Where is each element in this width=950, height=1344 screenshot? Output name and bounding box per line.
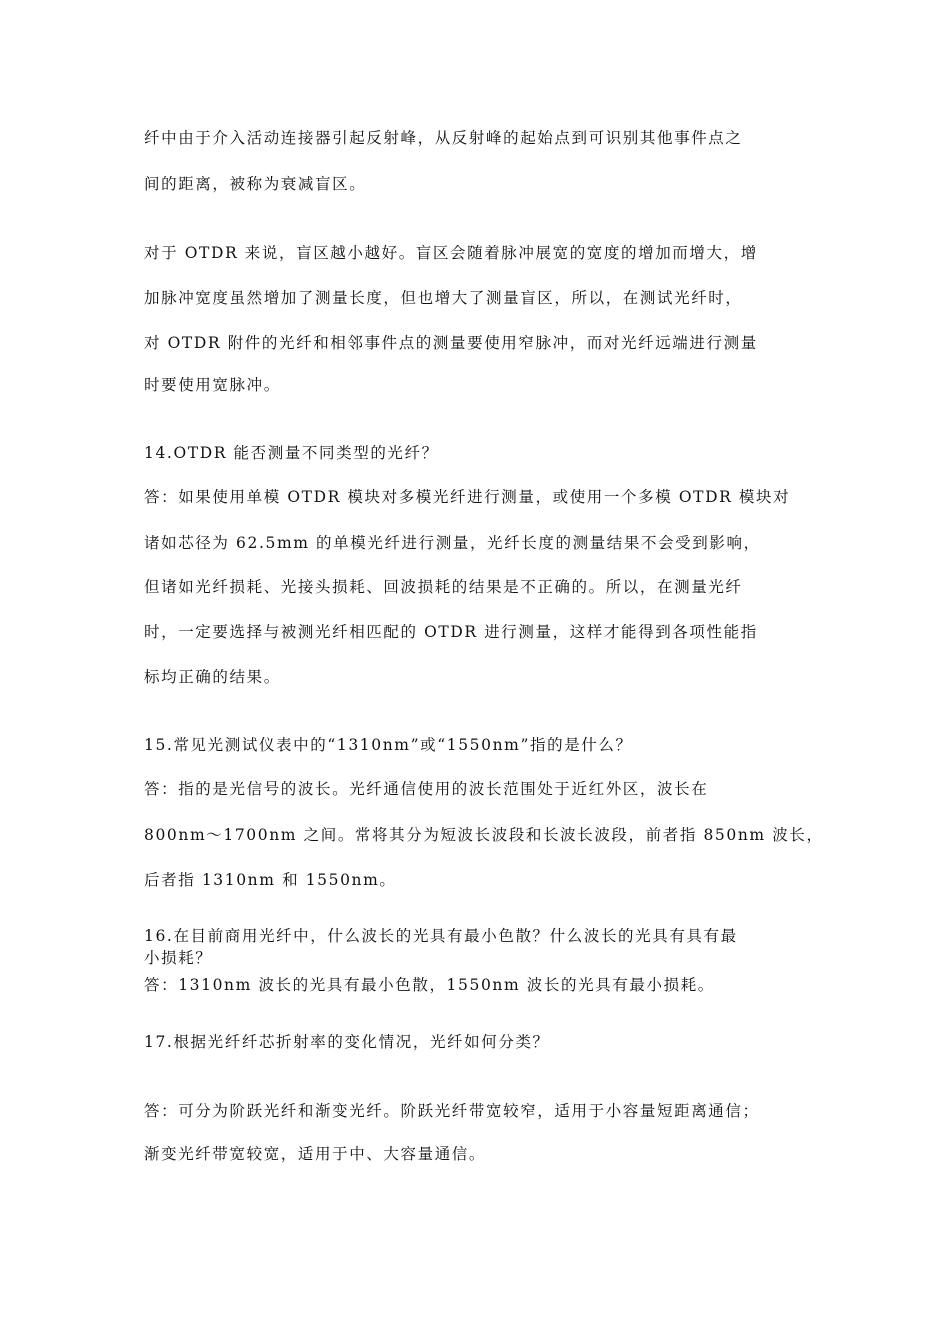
text-line: 诸如芯径为 62.5mm 的单模光纤进行测量，光纤长度的测量结果不会受到影响， xyxy=(144,534,761,552)
text-line: 答：指的是光信号的波长。光纤通信使用的波长范围处于近红外区，波长在 xyxy=(144,780,709,798)
text-line: 纤中由于介入活动连接器引起反射峰，从反射峰的起始点到可识别其他事件点之 xyxy=(144,129,743,147)
text-line: 间的距离，被称为衰减盲区。 xyxy=(144,175,367,193)
text-line: 答：1310nm 波长的光具有最小色散，1550nm 波长的光具有最小损耗。 xyxy=(144,976,715,994)
text-line: 时要使用宽脉冲。 xyxy=(144,376,281,394)
text-line: 答：可分为阶跃光纤和渐变光纤。阶跃光纤带宽较窄，适用于小容量短距离通信； xyxy=(144,1102,760,1120)
text-line: 对 OTDR 附件的光纤和相邻事件点的测量要使用窄脉冲，而对光纤远端进行测量 xyxy=(144,334,758,352)
text-line: 800nm～1700nm 之间。常将其分为短波长波段和长波长波段，前者指 850nm 波长， xyxy=(144,826,824,844)
question-heading: 17.根据光纤纤芯折射率的变化情况，光纤如何分类？ xyxy=(144,1033,550,1051)
question-heading: 小损耗？ xyxy=(144,949,213,967)
text-line: 加脉冲宽度虽然增加了测量长度，但也增大了测量盲区，所以，在测试光纤时， xyxy=(144,289,743,307)
text-line: 时，一定要选择与被测光纤相匹配的 OTDR 进行测量，这样才能得到各项性能指 xyxy=(144,623,758,641)
text-line: 但诸如光纤损耗、光接头损耗、回波损耗的结果是不正确的。所以，在测量光纤 xyxy=(144,578,743,596)
question-heading: 14.OTDR 能否测量不同类型的光纤？ xyxy=(144,444,439,462)
question-heading: 15.常见光测试仪表中的“1310nm”或“1550nm”指的是什么？ xyxy=(144,736,633,754)
text-line: 对于 OTDR 来说，盲区越小越好。盲区会随着脉冲展宽的宽度的增加而增大，增 xyxy=(144,244,758,262)
text-line: 标均正确的结果。 xyxy=(144,668,281,686)
text-line: 渐变光纤带宽较宽，适用于中、大容量通信。 xyxy=(144,1145,487,1163)
text-line: 答：如果使用单模 OTDR 模块对多模光纤进行测量，或使用一个多模 OTDR 模块对 xyxy=(144,488,791,506)
text-line: 后者指 1310nm 和 1550nm。 xyxy=(144,871,397,889)
question-heading: 16.在目前商用光纤中，什么波长的光具有最小色散？什么波长的光具有具有最 xyxy=(144,927,738,945)
